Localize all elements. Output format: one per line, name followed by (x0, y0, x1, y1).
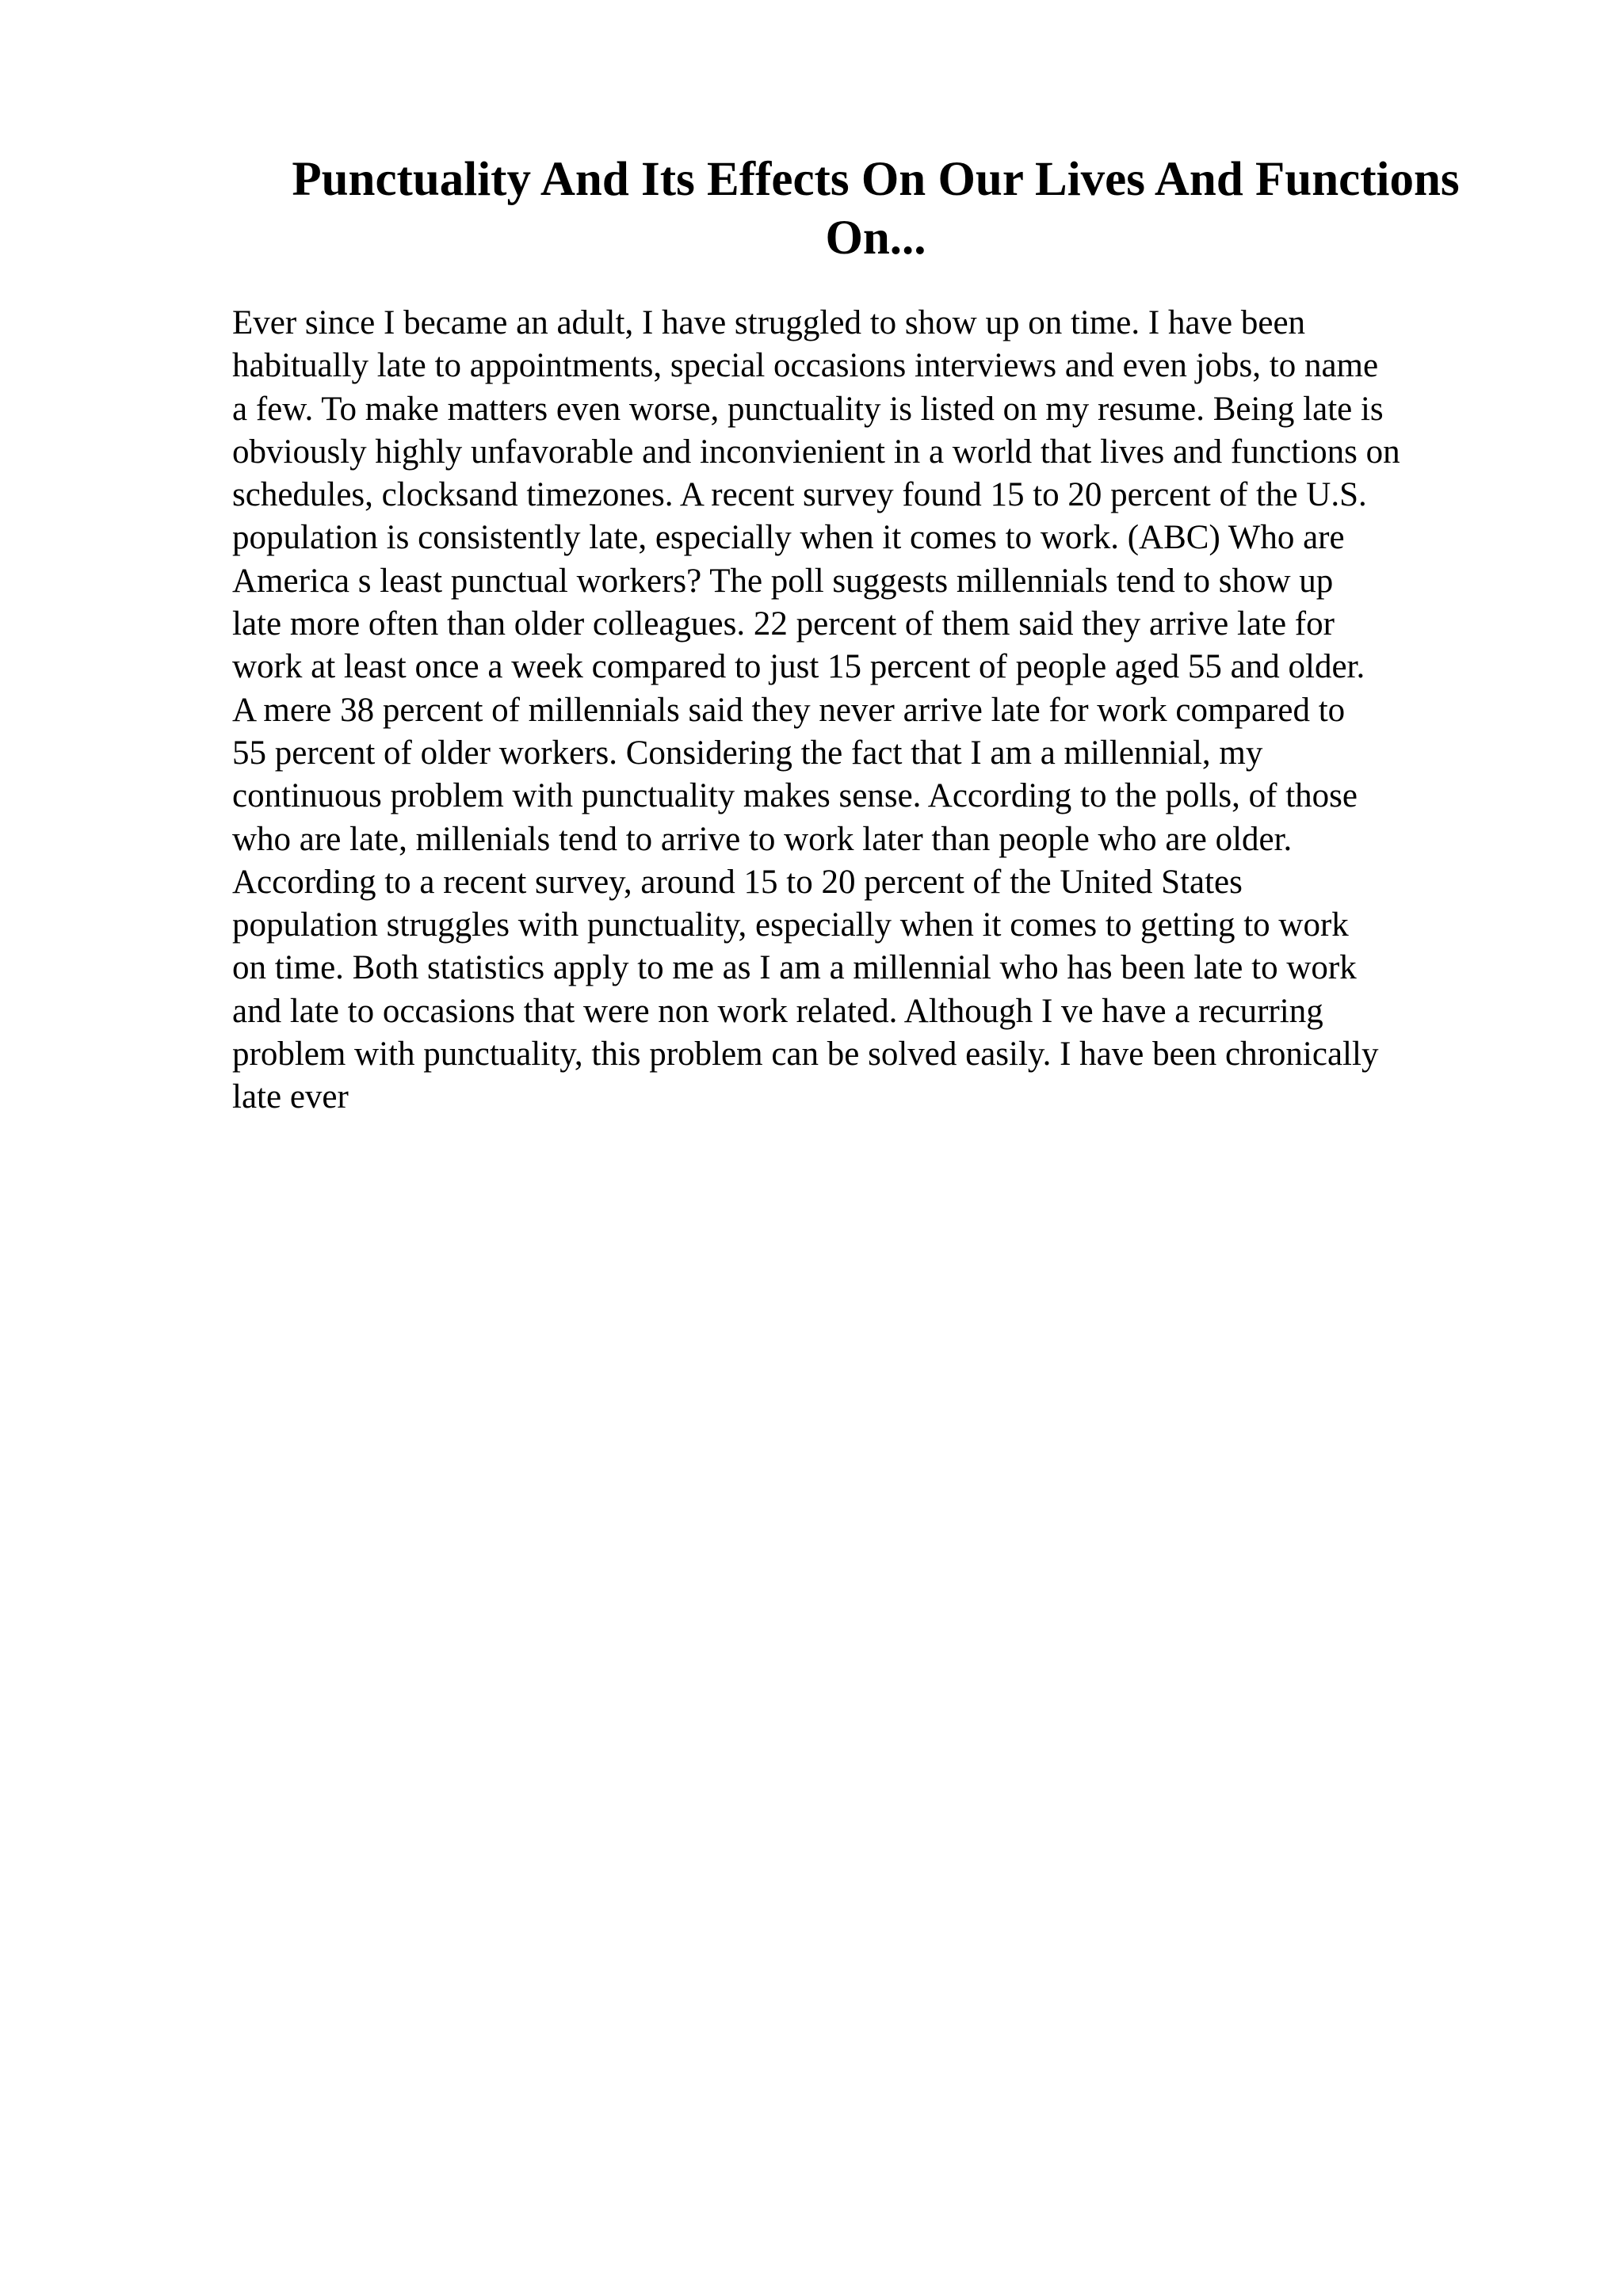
body-line-6: population is consistently late, especially when it comes to work. (ABC) Who are (232, 519, 1345, 557)
body-line-1: Ever since I became an adult, I have struggled to show up on time. I have been (232, 304, 1306, 341)
body-line-16: on time. Both statistics apply to me as I am a millennial who has been late to work (232, 949, 1357, 987)
title-line-1: Punctuality And Its Effects On Our Lives And Functions (292, 153, 1460, 206)
body-line-13: who are late, millenials tend to arrive to work later than people who are older. (232, 820, 1293, 858)
body-line-11: 55 percent of older workers. Considering the fact that I am a millennial, my (232, 734, 1263, 772)
body-line-7: America s least punctual workers? The poll suggests millennials tend to show up (232, 562, 1334, 600)
body-line-2: habitually late to appointments, special occasions interviews and even jobs, to name (232, 347, 1379, 385)
body-line-3: a few. To make matters even worse, punctuality is listed on my resume. Being late is (232, 390, 1384, 428)
body-line-19: late ever (232, 1078, 349, 1116)
body-line-18: problem with punctuality, this problem can be solved easily. I have been chronically (232, 1035, 1379, 1074)
body-line-12: continuous problem with punctuality makes sense. According to the polls, of those (232, 777, 1358, 815)
title-line-2: On... (825, 212, 926, 265)
body-line-4: obviously highly unfavorable and inconvienient in a world that lives and functions on (232, 433, 1400, 471)
body-line-5: schedules, clocksand timezones. A recent survey found 15 to 20 percent of the U.S. (232, 476, 1367, 514)
document-title (262, 151, 1490, 268)
body-line-10: A mere 38 percent of millennials said they never arrive late for work compared to (232, 691, 1346, 729)
body-line-9: work at least once a week compared to just 15 percent of people aged 55 and older. (232, 648, 1365, 686)
body-line-8: late more often than older colleagues. 22 percent of them said they arrive late for (232, 605, 1335, 643)
body-line-17: and late to occasions that were non work related. Although I ve have a recurring (232, 992, 1323, 1030)
essay-body (232, 302, 1516, 1119)
body-line-15: population struggles with punctuality, especially when it comes to getting to work (232, 906, 1349, 944)
body-line-14: According to a recent survey, around 15 to 20 percent of the United States (232, 863, 1243, 901)
